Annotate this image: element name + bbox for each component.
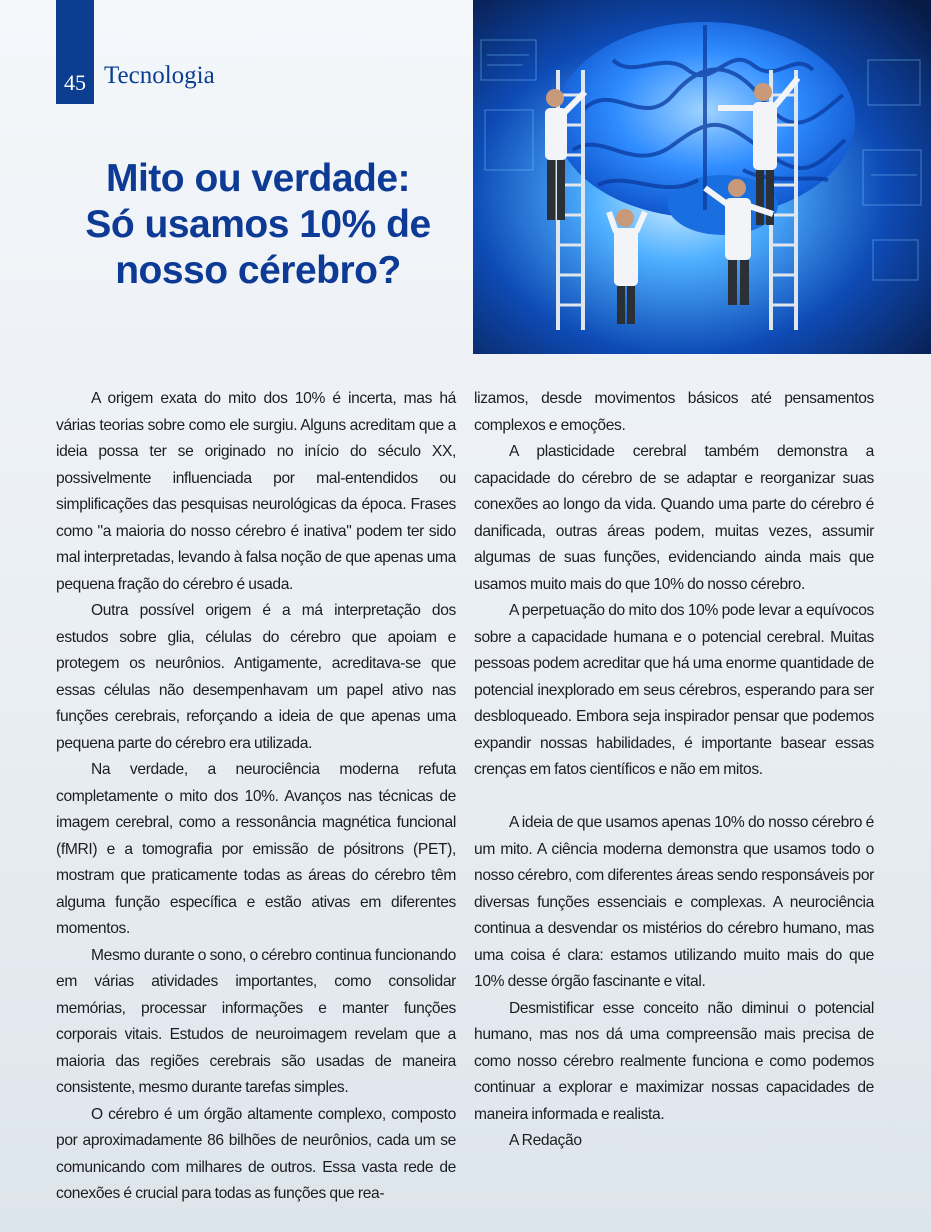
title-line: Mito ou verdade: — [105, 157, 411, 200]
paragraph-continuation: lizamos, desde movimentos básicos até pensamentos complexos e emoções. — [474, 390, 874, 434]
paragraph: O cérebro é um órgão altamente complexo, composto por aproximadamente 86 bilhões de neurônios, cada um se comunicando com milhares de outros. Essa vasta rede de conexões é crucial para todas as funções que rea- — [56, 1105, 456, 1202]
paragraph: A plasticidade cerebral também demonstra a capacidade do cérebro de se adaptar e reorganizar suas conexões ao longo da vida. Quando uma parte do cérebro é danificada, outras áreas podem, muitas vezes, assumir algumas de suas funções, evidenciando ainda mais que usamos muito mais do que 10% do nosso cérebro. — [474, 443, 874, 593]
paragraph: Na verdade, a neurociência moderna refuta completamente o mito dos 10%. Avanços nas técnicas de imagem cerebral, como a ressonância magnética funcional (fMRI) e a tomografia por emissão de pósitrons (PET), mostram que praticamente todas as áreas do cérebro têm alguma função específica e estão ativas em diferentes momentos. — [56, 761, 456, 937]
signature: A Redação — [509, 1132, 582, 1149]
title-line: nosso cérebro? — [115, 249, 401, 292]
title-line: Só usamos 10% de — [85, 203, 431, 246]
paragraph: A perpetuação do mito dos 10% pode levar a equívocos sobre a capacidade humana e o potencial cerebral. Muitas pessoas podem acreditar que há uma enorme quantidade de potencial inexplorado em seus cérebros, esperando para ser desbloqueado. Embora seja inspirador pensar que podemos expandir nossas habilidades, é importante basear essas crenças em fatos científicos e não em mitos. — [474, 602, 874, 778]
page-number-tab — [56, 0, 94, 104]
right-column — [474, 386, 874, 1208]
hero-image — [473, 0, 931, 354]
paragraph: Desmistificar esse conceito não diminui o potencial humano, mas nos dá uma compreensão mais precisa de como nosso cérebro realmente funciona e como podemos continuar a explorar e maximizar nossas capacidades de maneira informada e realista. — [474, 999, 874, 1123]
article-title — [56, 156, 460, 294]
paragraph: Outra possível origem é a má interpretação dos estudos sobre glia, células do cérebro que apoiam e protegem os neurônios. Antigamente, acreditava-se que essas células não desempenhavam um papel ativo nas funções cerebrais, reforçando a ideia de que apenas uma pequena parte do cérebro era utilizada. — [56, 602, 456, 752]
page-number: 45 — [64, 70, 86, 95]
paragraph: A origem exata do mito dos 10% é incerta, mas há várias teorias sobre como ele surgiu. Alguns acreditam que a ideia possa ter se originado no início do século XX, possivelmente influenciada por mal-entendidos ou simplificações das pesquisas neurológicas da época. Frases como "a maioria do nosso cérebro é inativa" podem ter sido mal interpretadas, levando à falsa noção de que apenas uma pequena fração do cérebro é usada. — [56, 390, 456, 593]
article-body — [56, 386, 875, 1208]
section-title: Tecnologia — [104, 62, 215, 89]
brain-with-scientists-illustration — [473, 0, 931, 354]
left-column — [56, 386, 456, 1208]
paragraph: Mesmo durante o sono, o cérebro continua funcionando em várias atividades importantes, como consolidar memórias, processar informações e manter funções corporais vitais. Estudos de neuroimagem revelam que a maioria das regiões cerebrais são usadas de maneira consistente, mesmo durante tarefas simples. — [56, 946, 456, 1096]
paragraph: A ideia de que usamos apenas 10% do nosso cérebro é um mito. A ciência moderna demonstra que usamos todo o nosso cérebro, com diferentes áreas sendo responsáveis por diversas funções essenciais e complexas. A neurociência continua a desvendar os mistérios do cérebro humano, mas uma coisa é clara: estamos utilizando muito mais do que 10% desse órgão fascinante e vital. — [474, 814, 874, 990]
